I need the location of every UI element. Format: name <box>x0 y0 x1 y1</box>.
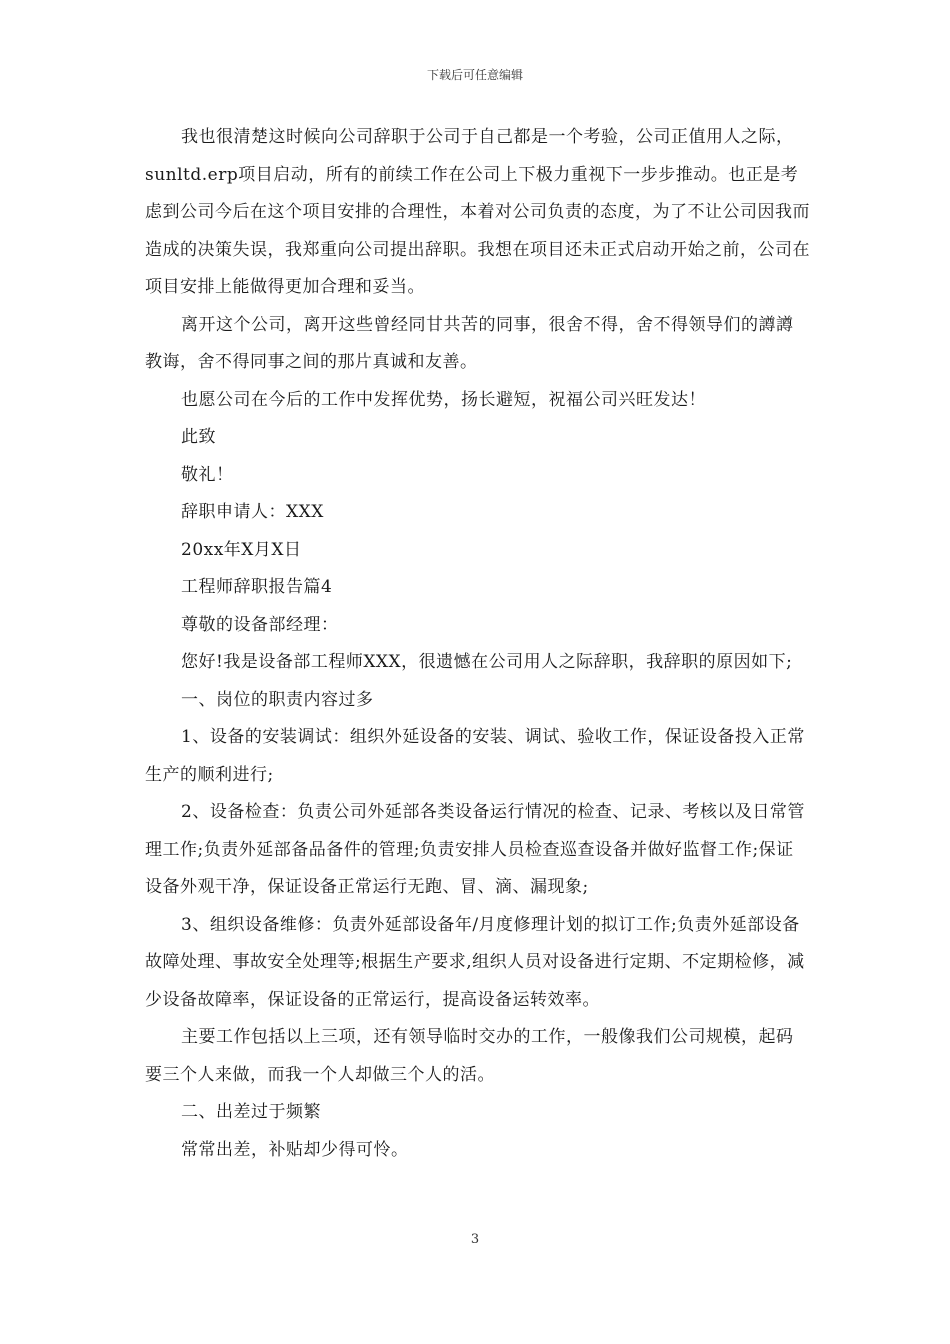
page-header: 下载后可任意编辑 <box>426 68 523 82</box>
duty-item-2: 2、设备检查：负责公司外延部各类设备运行情况的检查、记录、考核以及日常管理工作;负责外延部备品备件的管理;负责安排人员检查巡查设备并做好监督工作;保证设备外观干净，保证设备正常运行无跑、冒、滴、漏现象; <box>145 802 805 897</box>
closing-regards: 敬礼！ <box>181 464 234 485</box>
reason-heading-2: 二、出差过于频繁 <box>181 1102 321 1122</box>
closing-salutation: 此致 <box>181 427 216 447</box>
paragraph-wishes: 也愿公司在今后的工作中发挥优势，扬长避短，祝福公司兴旺发达！ <box>181 389 706 410</box>
duty-item-3: 3、组织设备维修：负责外延部设备年/月度修理计划的拟订工作;负责外延部设备故障处理、事故安全处理等;根据生产要求,组织人员对设备进行定期、不定期检修，减少设备故障率，保证设备的正常运行，提高设备运转效率。 <box>145 914 805 1010</box>
duty-item-1: 1、设备的安装调试：组织外延设备的安装、调试、验收工作，保证设备投入正常生产的顺利进行; <box>145 727 805 785</box>
letter-date: 20xx年X月X日 <box>181 539 302 560</box>
page-number: 3 <box>470 1232 480 1247</box>
reason-heading-1: 一、岗位的职责内容过多 <box>181 689 374 710</box>
paragraph-intro: 您好!我是设备部工程师XXX，很遗憾在公司用人之际辞职，我辞职的原因如下; <box>181 652 793 672</box>
section-title: 工程师辞职报告篇4 <box>181 577 333 597</box>
paragraph-resignation-reason: 我也很清楚这时候向公司辞职于公司于自己都是一个考验，公司正值用人之际，sunltd.erp项目启动，所有的前续工作在公司上下极力重视下一步步推动。也正是考虑到公司今后在这个项目安排的合理性，本着对公司负责的态度，为了不让公司因我而造成的决策失误，我郑重向公司提出辞职。我想在项目还未正式启动开始之前，公司在项目安排上能做得更加合理和妥当。 <box>145 127 810 297</box>
document-body <box>145 119 810 1169</box>
paragraph-farewell: 离开这个公司，离开这些曾经同甘共苦的同事，很舍不得，舍不得领导们的譐譐教诲，舍不得同事之间的那片真诚和友善。 <box>145 314 794 372</box>
paragraph-workload: 主要工作包括以上三项，还有领导临时交办的工作，一般像我们公司规模，起码要三个人来做，而我一个人却做三个人的活。 <box>145 1027 794 1085</box>
applicant-signature: 辞职申请人：XXX <box>181 502 324 522</box>
letter-greeting: 尊敬的设备部经理： <box>181 614 339 635</box>
paragraph-travel: 常常出差，补贴却少得可怜。 <box>181 1139 409 1160</box>
